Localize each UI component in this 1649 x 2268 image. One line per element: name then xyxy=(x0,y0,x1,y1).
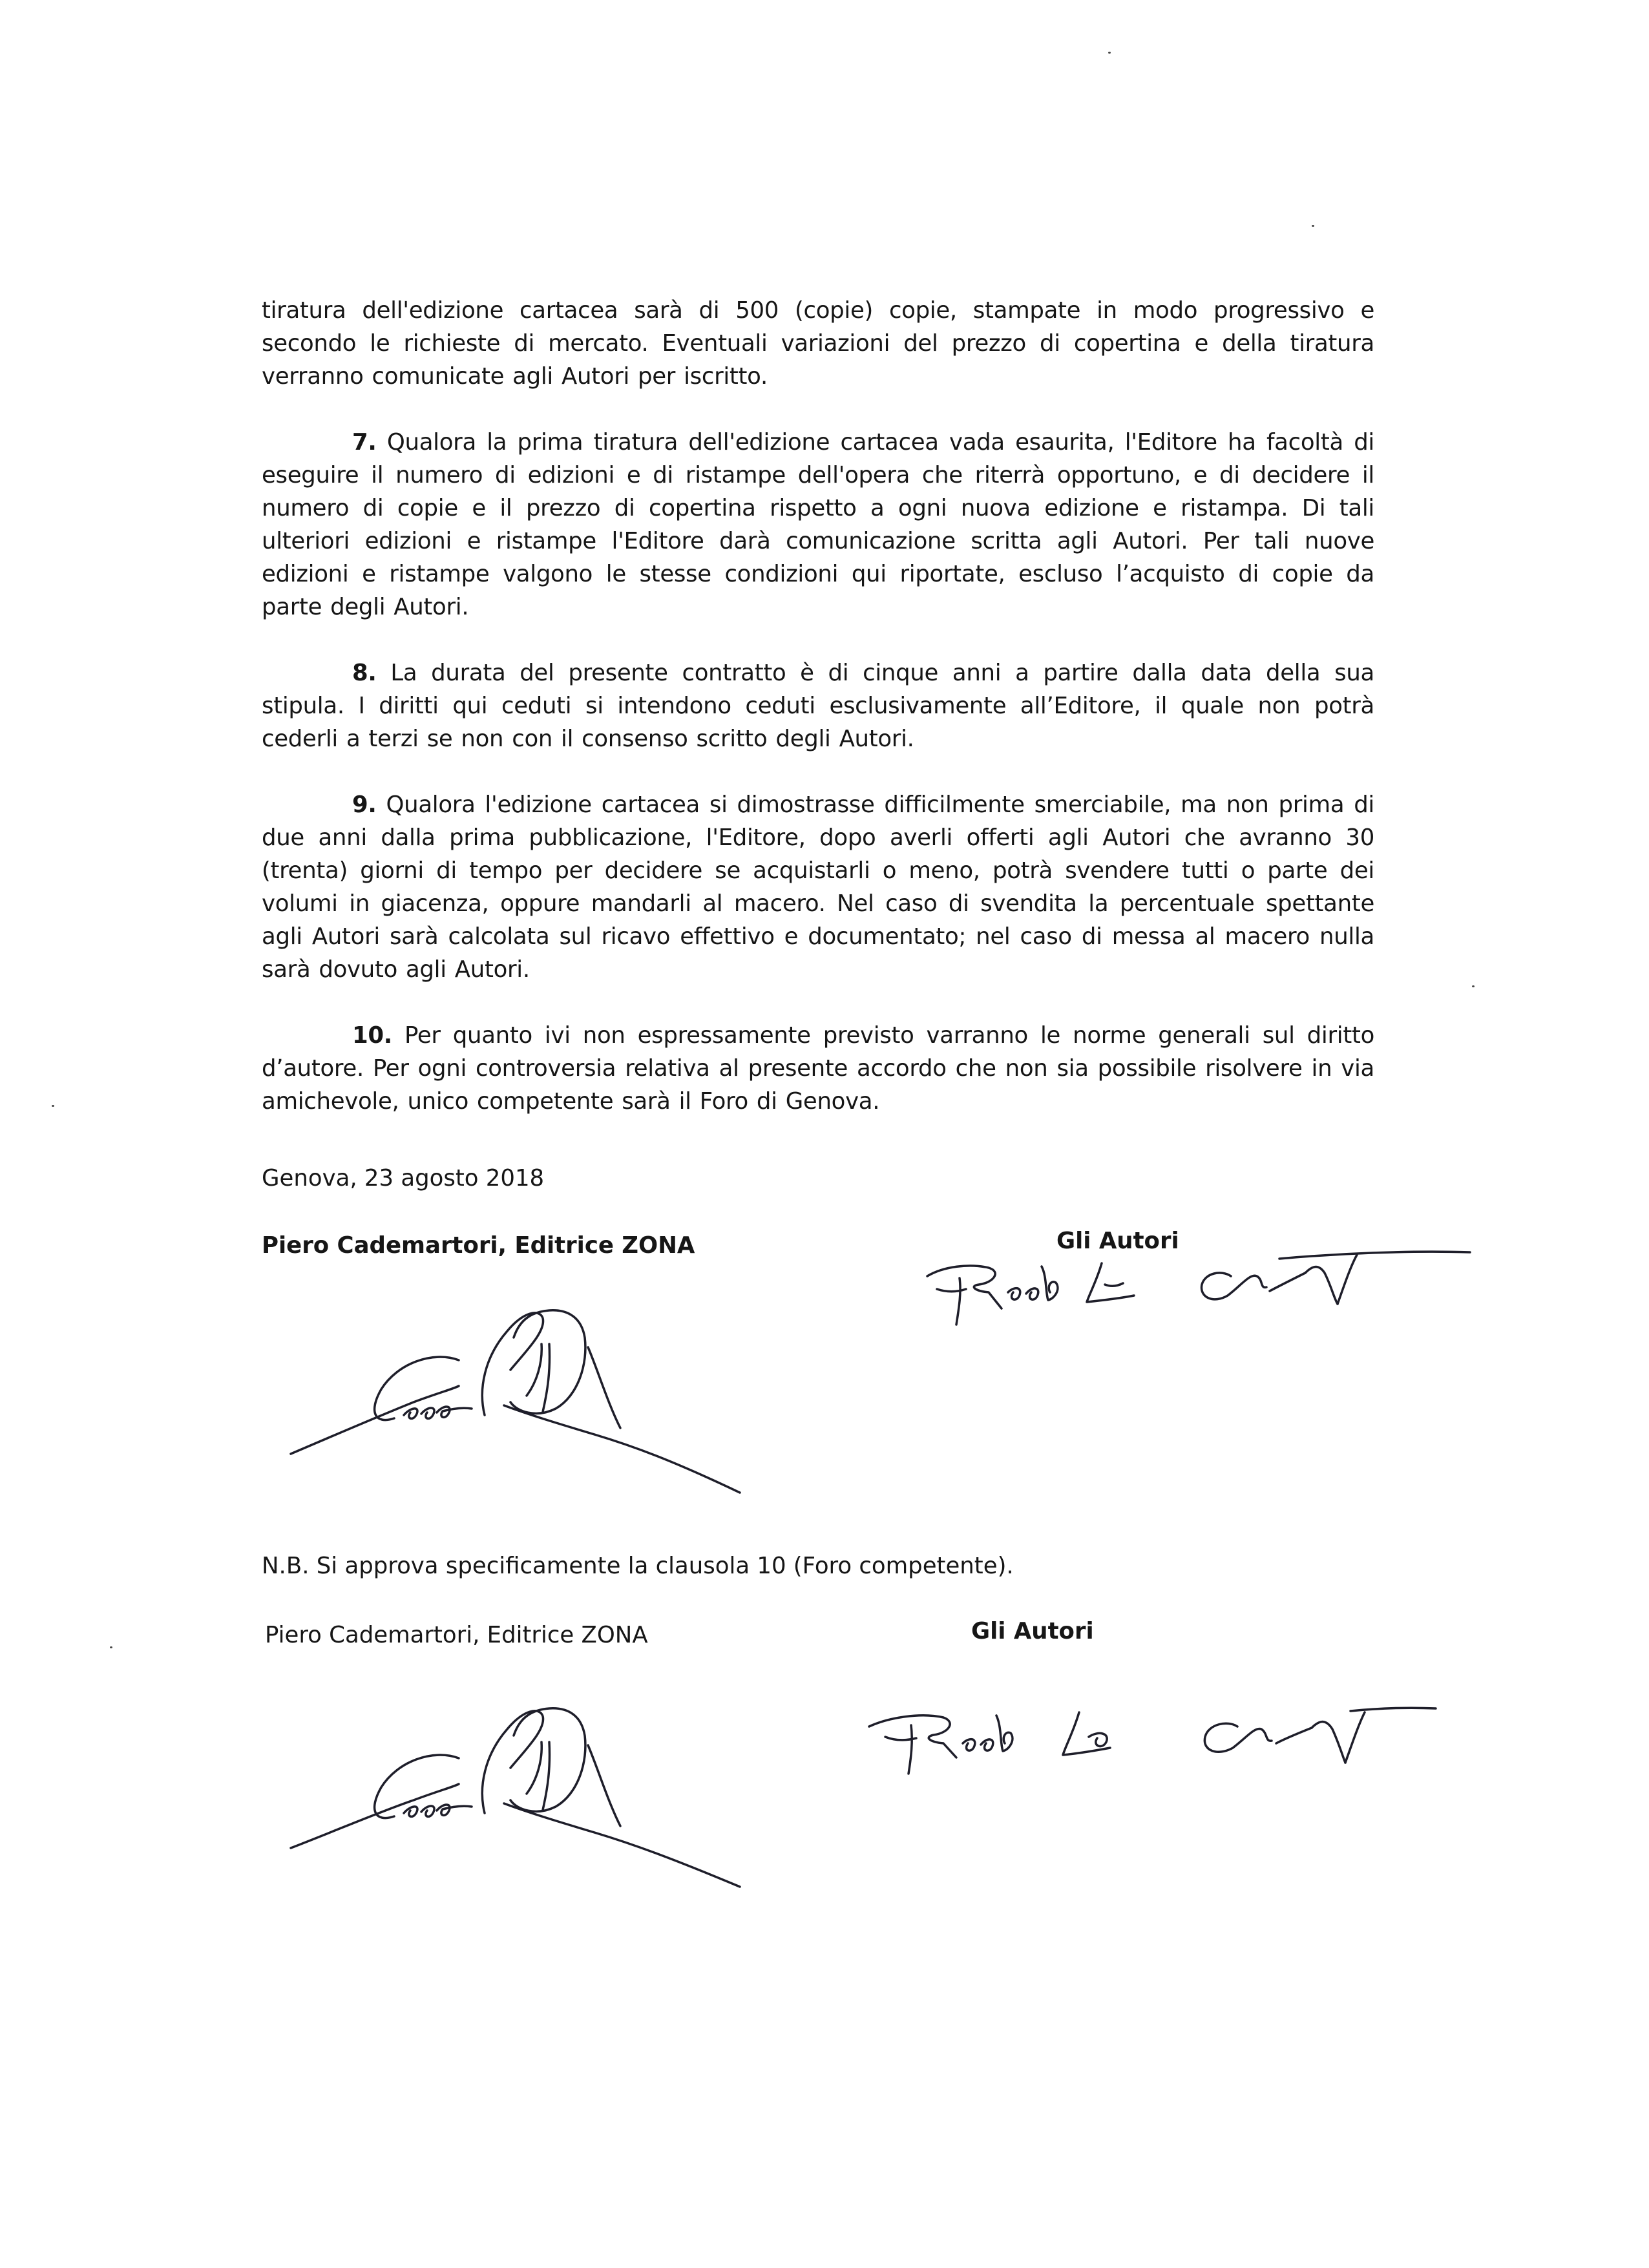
authors-label: Gli Autori xyxy=(1056,1228,1179,1254)
scan-speck xyxy=(1312,225,1314,227)
place-date: Genova, 23 agosto 2018 xyxy=(262,1165,545,1192)
clause-6-continuation: tiratura dell'edizione cartacea sarà di 500 (copie) copie, stampate in modo progressivo e secondo le richieste di mercato. Eventuali variazioni del prezzo di copertina e della tiratura verranno comunicate agli Autori per iscritto. xyxy=(262,297,1374,390)
publisher-label: Piero Cademartori, Editrice ZONA xyxy=(265,1622,648,1648)
contract-body xyxy=(262,294,1374,1118)
publisher-signature xyxy=(284,1299,750,1512)
scan-speck xyxy=(110,1646,112,1648)
clause-text: Per quanto ivi non espressamente previsto varranno le norme generali sul diritto d’autore. Per ogni controversia relativa al presente accordo che non sia possibile risolvere in via amichevole, unico competente sarà il Foro di Genova. xyxy=(262,1022,1374,1115)
publisher-signature xyxy=(284,1698,750,1905)
clause-7 xyxy=(262,426,1374,624)
clause-8 xyxy=(262,656,1374,755)
clause-text: Qualora l'edizione cartacea si dimostrasse difficilmente smerciabile, ma non prima di due anni dalla prima pubblicazione, l'Editore, dopo averli offerti agli Autori che avranno 30 (trenta) giorni di tempo per decidere se acquistarli o meno, potrà svendere tutti o parte dei volumi in giacenza, oppure mandarli al macero. Nel caso di svendita la percentuale spettante agli Autori sarà calcolata sul ricavo effettivo e documentato; nel caso di messa al macero nulla sarà dovuto agli Autori. xyxy=(262,792,1374,983)
clause-number: 9. xyxy=(352,792,377,818)
publisher-label: Piero Cademartori, Editrice ZONA xyxy=(262,1232,695,1259)
clause-number: 8. xyxy=(352,660,377,686)
nb-note: N.B. Si approva specificamente la clausola 10 (Foro competente). xyxy=(262,1553,1014,1579)
scan-speck xyxy=(1108,52,1111,54)
clause-9 xyxy=(262,788,1374,986)
clause-10 xyxy=(262,1019,1374,1118)
clause-text: Qualora la prima tiratura dell'edizione cartacea vada esaurita, l'Editore ha facoltà di eseguire il numero di edizioni e di ristampe dell'opera che riterrà opportuno, e di decidere il numero di copie e il prezzo di copertina rispetto a ogni nuova edizione e ristampa. Di tali ulteriori edizioni e ristampe l'Editore darà comunicazione scritta agli Autori. Per tali nuove edizioni e ristampe valgono le stesse condizioni qui riportate, escluso l’acquisto di copie da parte degli Autori. xyxy=(262,429,1374,620)
authors-signature xyxy=(859,1686,1460,1790)
clause-text: La durata del presente contratto è di cinque anni a partire dalla data della sua stipula. I diritti qui ceduti si intendono ceduti esclusivamente all’Editore, il quale non potrà cederli a terzi se non con il consenso scritto degli Autori. xyxy=(262,660,1374,752)
scan-speck xyxy=(52,1105,54,1107)
clause-number: 7. xyxy=(352,429,377,456)
authors-signature xyxy=(918,1228,1473,1344)
scan-speck xyxy=(1472,985,1475,987)
clause-number: 10. xyxy=(352,1022,392,1049)
authors-label: Gli Autori xyxy=(971,1618,1094,1644)
